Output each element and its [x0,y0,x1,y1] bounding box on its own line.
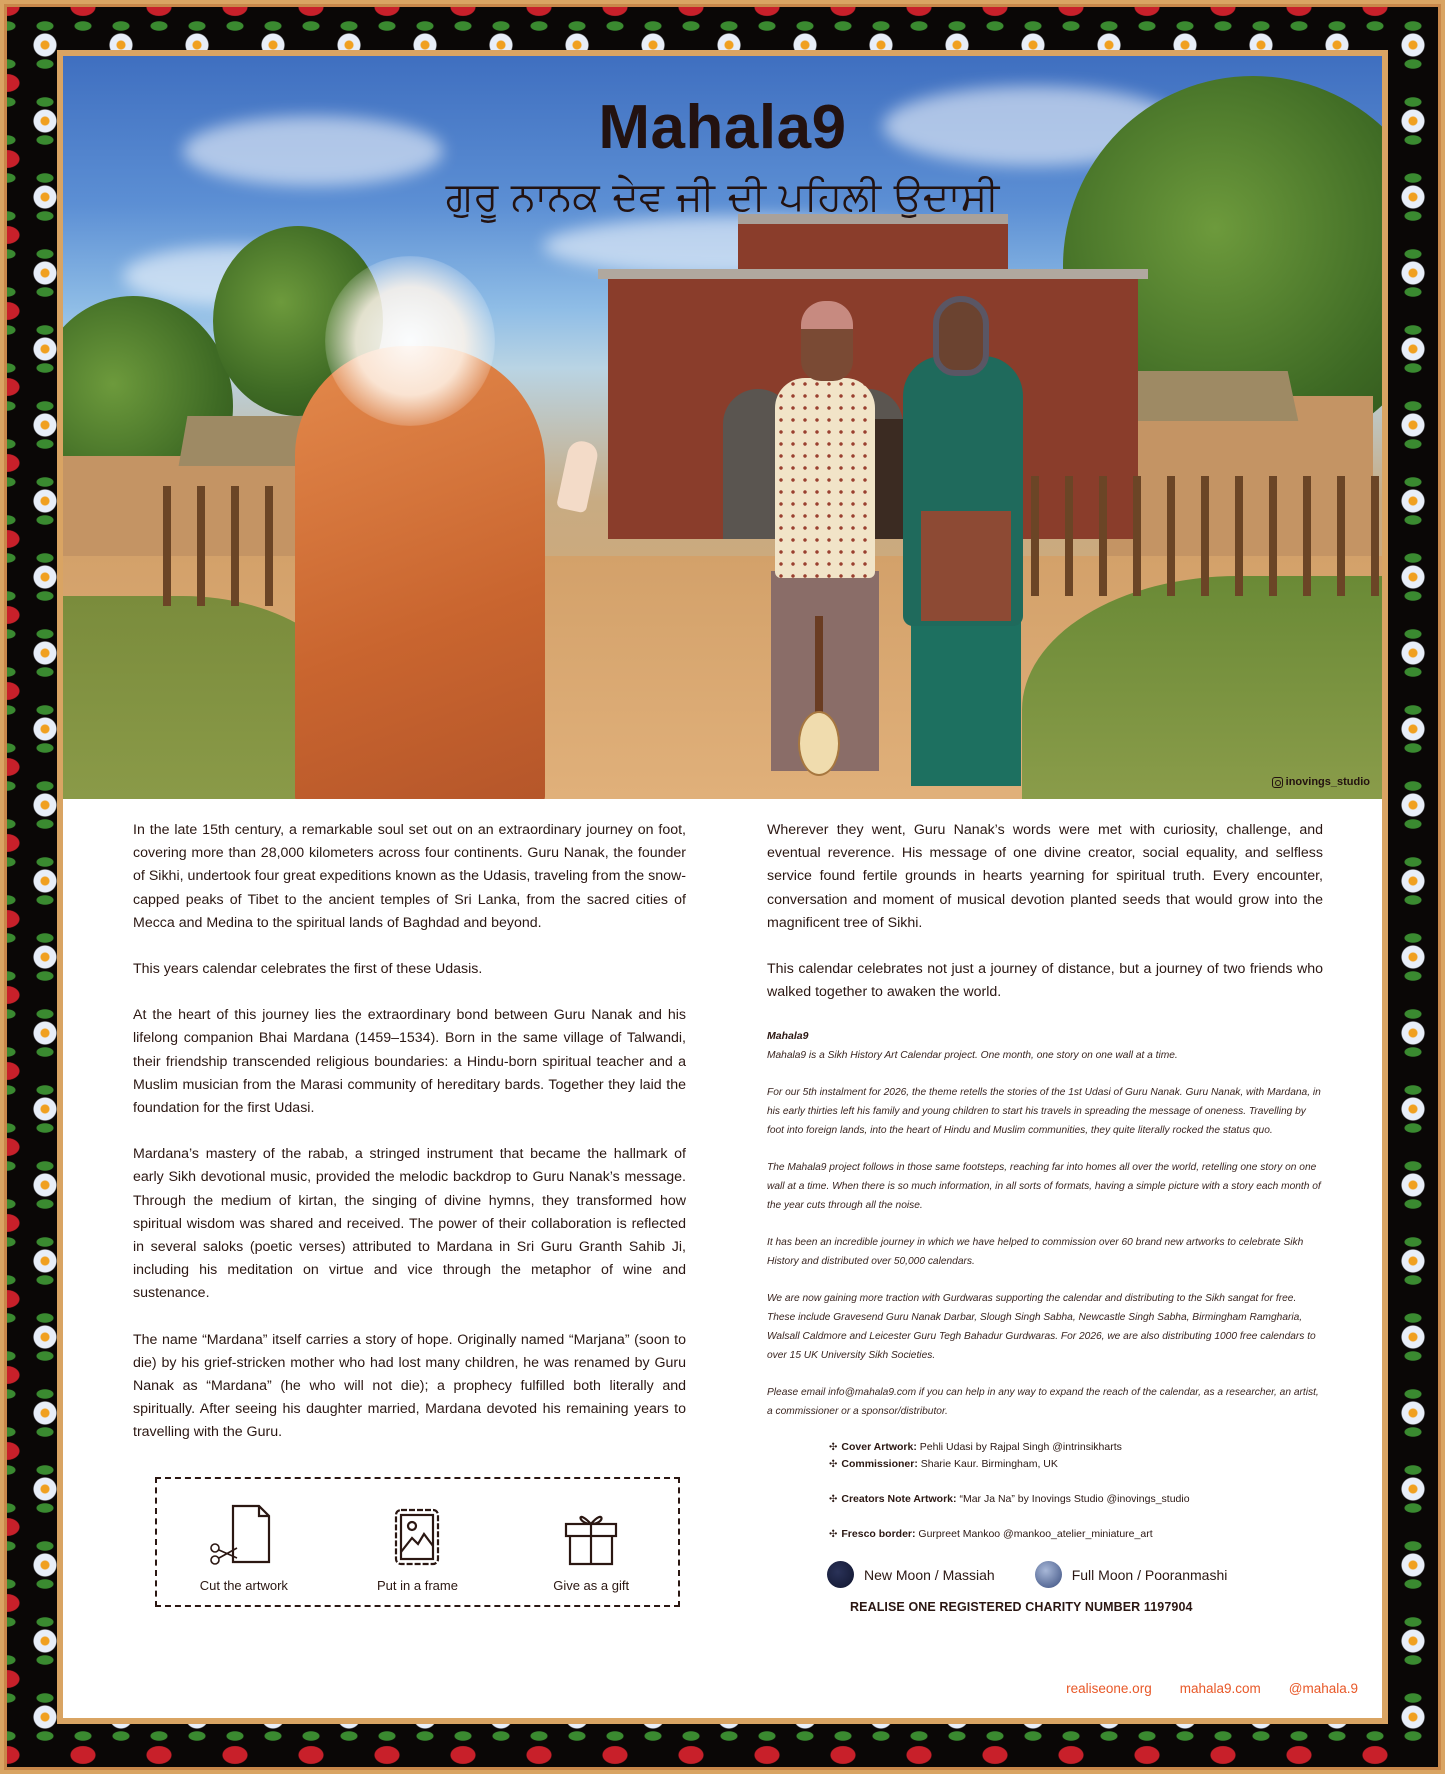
creators-note-contact: Please email info@mahala9.com if you can help in any way to expand the reach of the calendar, as a researcher, an artist, a commissioner or a sponsor/distributor. [767,1387,1319,1418]
punjabi-subtitle: ਗੁਰੂ ਨਾਨਕ ਦੇਵ ਜੀ ਦੀ ਪਹਿਲੀ ਉਦਾਸੀ [445,174,1000,220]
legend-new-moon: New Moon / Massiah [827,1561,995,1588]
right-column [767,819,1323,1614]
paragraph: Wherever they went, Guru Nanak’s words were met with curiosity, challenge, and eventual reverence. His message of one divine creator, social equality, and selfless service found fertile grounds in hearts yearning for spiritual truth. Every encounter, conversation and moment of musical devotion planted seeds that would grow into the magnificent tree of Sikhi. [767,822,1323,931]
creators-note: For our 5th instalment for 2026, the theme retells the stories of the 1st Udasi of Guru Nanak. Guru Nanak, with Mardana, in his early thirties left his family and young children to start his travels in spreading the message of oneness. Travelling by foot into foreign lands, into the heart of Hindu and Muslim communities, they quite literally rocked the status quo. [767,1087,1321,1137]
usage-instructions-box [155,1477,680,1607]
new-moon-icon [827,1561,854,1588]
usage-gift: Give as a gift [516,1504,666,1593]
gift-box-icon [556,1504,626,1570]
moon-legend [827,1561,1323,1588]
link-realiseone[interactable]: realiseone.org [1066,1681,1152,1696]
gold-inner-frame [57,50,1388,1724]
creators-note: The Mahala9 project follows in those same footsteps, reaching far into homes all over the world, retelling one story on one wall at a time. When there is so much information, in all sorts of formats, having a simple picture with a story each month of the year cuts through all the noise. [767,1162,1321,1212]
credit-commissioner: ✣ Commissioner: Sharie Kaur. Birmingham, UK [829,1458,1058,1471]
creators-note-title: Mahala9 [767,1030,809,1043]
charity-number: REALISE ONE REGISTERED CHARITY NUMBER 1197904 [850,1600,1193,1615]
credit-fresco-border: ✣ Fresco border: Gurpreet Mankoo @mankoo_atelier_miniature_art [829,1528,1153,1541]
bhai-mardana-figure [775,378,875,578]
instagram-icon [1272,777,1283,788]
halo [325,256,495,426]
creators-note: Mahala9 is a Sikh History Art Calendar project. One month, one story on one wall at a time. [767,1050,1178,1062]
scissors-cut-paper-icon [209,1504,279,1570]
footer-links [1066,1681,1358,1696]
full-moon-icon [1035,1561,1062,1588]
left-column [133,819,686,1614]
paragraph: Mardana’s mastery of the rabab, a stringed instrument that became the hallmark of early Sikh devotional music, provided the melodic backdrop to Guru Nanak’s message. Through the medium of kirtan, the singing of divine hymns, they transformed how spiritual wisdom was shared and received. The power of their collaboration is reflected in several saloks (poetic verses) attributed to Mardana in Sri Guru Granth Sahib Ji, including his meditation on virtue and vice through the metaphor of wine and sustenance. [133,1146,686,1302]
legend-full-moon: Full Moon / Pooranmashi [1035,1561,1228,1588]
intro-paragraph: In the late 15th century, a remarkable soul set out on an extraordinary journey on foot, covering more than 28,000 kilometers across four continents. Guru Nanak, the founder of Sikhi, undertook four great expeditions known as the Udasis, traveling from the snow-capped peaks of Tibet to the ancient temples of Sri Lanka, from the sacred cities of Mecca and Medina to the spiritual lands of Baghdad and beyond. [133,822,686,931]
usage-cut: Cut the artwork [169,1504,319,1593]
paragraph: This calendar celebrates not just a journey of distance, but a journey of two friends who walked together to awaken the world. [767,961,1323,1001]
credit-creators-note-artwork: ✣ Creators Note Artwork: “Mar Ja Na” by Inovings Studio @inovings_studio [829,1493,1190,1506]
picture-frame-icon [382,1504,452,1570]
link-mahala9-website[interactable]: mahala9.com [1179,1681,1261,1696]
paragraph: This years calendar celebrates the first of these Udasis. [133,961,483,978]
credits-list [829,1439,1323,1543]
content-panel [63,56,1382,1718]
page-title: Mahala9 [598,93,847,162]
creators-note: It has been an incredible journey in which we have helped to commission over 60 brand new artworks to celebrate Sikh History and distributed over 50,000 calendars. [767,1237,1304,1268]
usage-frame: Put in a frame [342,1504,492,1593]
credit-cover-artwork: ✣ Cover Artwork: Pehli Udasi by Rajpal Singh @intrinsikharts [829,1441,1122,1454]
rabab-instrument [798,616,840,776]
paragraph: The name “Mardana” itself carries a story of hope. Originally named “Marjana” (soon to die) by his grief-stricken mother who had lost many children, he was renamed by Guru Nanak as “Mardana” (he who will not die); a prophecy fulfilled both literally and spiritually. After seeing his daughter married, Mardana devoted his remaining years to travelling with the Guru. [133,1331,686,1441]
text-columns [133,819,1323,1614]
creators-note: We are now gaining more traction with Gurdwaras supporting the calendar and distributing to the Sikh sangat for free. These include Gravesend Guru Nanak Darbar, Slough Singh Sabha, Newcastle Singh Sabha, Birmingham Ramgharia, Walsall Caldmore and Leicester Guru Tegh Bahadur Gurdwaras. For 2026, we are also distributing 1000 free calendars to over 15 UK University Sikh Societies. [767,1293,1316,1362]
hero-artwork [63,56,1382,799]
link-instagram-handle[interactable]: @mahala.9 [1288,1681,1358,1696]
image-credit: inovings_studio [1272,776,1370,788]
paragraph: At the heart of this journey lies the extraordinary bond between Guru Nanak and his lifelong companion Bhai Mardana (1459–1534). Born in the same village of Talwandi, their friendship transcended religious boundaries: a Hindu-born spiritual teacher and a Muslim musician from the Marasi community of hereditary bards. Together they laid the foundation for the first Udasi. [133,1007,686,1117]
